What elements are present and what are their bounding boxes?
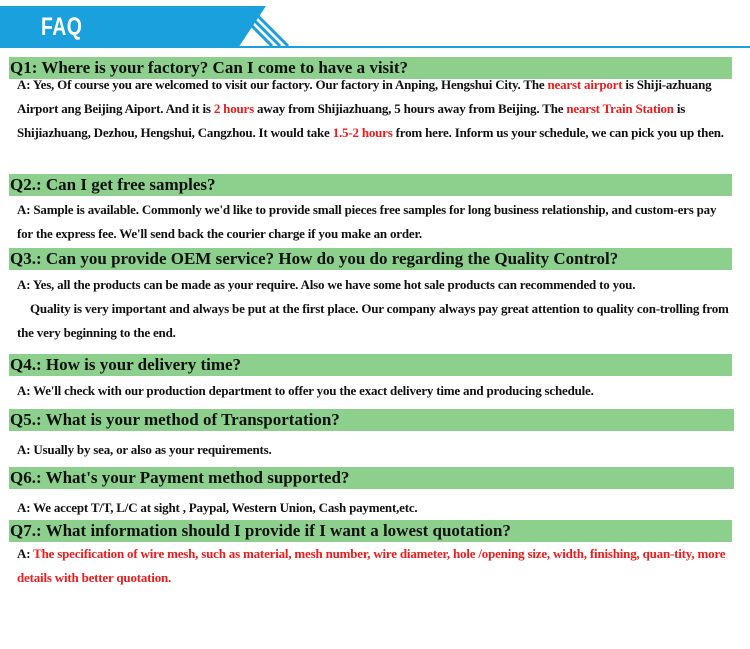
page-title: FAQ	[41, 13, 83, 41]
answer-1-highlight-airport: nearst airport	[547, 77, 623, 92]
answer-7	[17, 542, 729, 590]
answer-3-line-2: Quality is very important and always be put at the first place. Our company always pay great attention to quality con-trolling from the very beginning to the end.	[17, 301, 729, 340]
question-1: Q1: Where is your factory? Can I come to have a visit?	[9, 57, 732, 79]
answer-7-prefix: A:	[17, 546, 34, 561]
answer-1-highlight-hours: 2 hours	[213, 101, 254, 116]
answer-1	[17, 73, 733, 145]
answer-5: A: Usually by sea, or also as your requirements.	[17, 442, 272, 457]
question-7: Q7.: What information should I provide if I want a lowest quotation?	[9, 520, 732, 542]
faq-header	[0, 0, 750, 50]
answer-3	[17, 273, 733, 345]
header-diagonal-stripes	[226, 6, 306, 48]
answer-3-line-1: A: Yes, all the products can be made as your require. Also we have some hot sale products can recommended to you.	[17, 277, 636, 292]
header-divider	[0, 46, 750, 48]
answer-1-text: A: Yes, Of course you are welcomed to visit our factory. Our factory in Anping, Hengshui City. The	[17, 77, 548, 92]
answer-2: A: Sample is available. Commonly we'd like to provide small pieces free samples for long business relationship, and custom-ers pay for the express fee. We'll send back the courier charge if you make an order.	[17, 202, 717, 241]
answer-1-text: away from Shijiazhuang, 5 hours away from Beijing. The	[253, 101, 567, 116]
answer-1-highlight-train: nearst Train Station	[566, 101, 674, 116]
answer-1-text: from here. Inform us your schedule, we can pick you up then.	[392, 125, 724, 140]
question-4: Q4.: How is your delivery time?	[9, 354, 732, 376]
question-6: Q6.: What's your Payment method supported?	[9, 467, 734, 489]
question-3: Q3.: Can you provide OEM service? How do you do regarding the Quality Control?	[9, 248, 732, 270]
answer-6: A: We accept T/T, L/C at sight , Paypal, Western Union, Cash payment,etc.	[17, 500, 418, 515]
answer-1-text: is Shijiazhuang, Dezhou, Hengshui, Cangzhou. It would take	[17, 101, 686, 140]
answer-1-text: is Shiji-azhuang Airport ang Beijing Aiport. And it is	[17, 77, 712, 116]
question-2: Q2.: Can I get free samples?	[9, 174, 732, 196]
answer-7-highlight: The specification of wire mesh, such as material, mesh number, wire diameter, hole /opening size, width, finishing, quan-tity, more details with better quotation.	[17, 546, 726, 585]
question-5: Q5.: What is your method of Transportation?	[9, 409, 734, 431]
answer-1-highlight-duration: 1.5-2 hours	[332, 125, 393, 140]
answer-4: A: We'll check with our production department to offer you the exact delivery time and producing schedule.	[17, 383, 594, 398]
